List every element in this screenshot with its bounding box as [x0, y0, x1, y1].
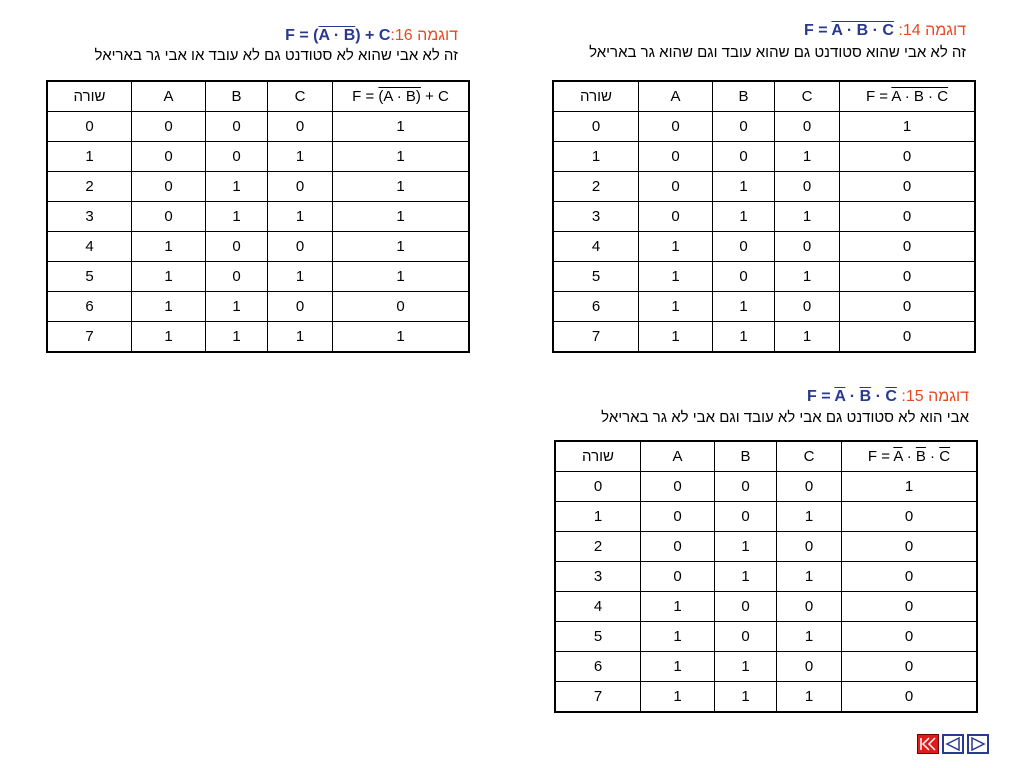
cell-row-index: 6: [555, 652, 641, 682]
col-header-a: A: [132, 81, 206, 112]
ex16-title: [285, 27, 458, 45]
cell-f: 0: [840, 232, 976, 262]
cell-b: 0: [713, 142, 775, 172]
cell-b: 1: [206, 292, 268, 322]
cell-f: 0: [842, 592, 978, 622]
col-header-f: F = (A · B) + C: [333, 81, 470, 112]
cell-row-index: 5: [553, 262, 639, 292]
cell-f: 0: [840, 142, 976, 172]
col-header-row: שורה: [47, 81, 132, 112]
next-slide-icon: [970, 737, 986, 751]
cell-b: 1: [715, 682, 777, 713]
cell-c: 1: [777, 502, 842, 532]
table-header-row: [555, 441, 977, 472]
cell-f: 0: [840, 292, 976, 322]
cell-f: 0: [840, 262, 976, 292]
table-row: [47, 232, 469, 262]
cell-b: 0: [715, 472, 777, 502]
col-header-c: C: [777, 441, 842, 472]
cell-c: 1: [775, 142, 840, 172]
cell-b: 0: [713, 232, 775, 262]
ex14-subtitle: זה לא אבי שהוא סטודנט גם שהוא עובד וגם שהוא גר באריאל: [589, 44, 966, 61]
cell-b: 1: [713, 292, 775, 322]
cell-a: 1: [639, 322, 713, 353]
cell-a: 0: [639, 142, 713, 172]
col-header-b: B: [713, 81, 775, 112]
cell-c: 1: [777, 682, 842, 713]
cell-c: 1: [268, 262, 333, 292]
next-slide-button[interactable]: [967, 734, 989, 754]
cell-a: 1: [641, 652, 715, 682]
cell-row-index: 0: [47, 112, 132, 142]
cell-c: 0: [775, 232, 840, 262]
table-row: [553, 322, 975, 353]
col-header-f: $F = \overline{A} \cdot \overline{B} \cdot \overline{C}$: [842, 441, 978, 472]
cell-b: 0: [206, 262, 268, 292]
cell-a: 1: [639, 262, 713, 292]
table-row: [553, 172, 975, 202]
cell-c: 1: [775, 322, 840, 353]
cell-row-index: 6: [553, 292, 639, 322]
first-slide-button[interactable]: [917, 734, 939, 754]
cell-row-index: 4: [47, 232, 132, 262]
ex16-truth-table: [46, 80, 470, 353]
table-row: [47, 262, 469, 292]
table-header-row: [553, 81, 975, 112]
col-header-row: שורה: [555, 441, 641, 472]
col-header-f: F = A · B · C: [840, 81, 976, 112]
table-row: [555, 592, 977, 622]
ex14-title: [804, 22, 966, 40]
previous-slide-icon: [945, 737, 961, 751]
ex15-label: דוגמה 15:: [901, 388, 969, 405]
table-row: [555, 652, 977, 682]
cell-f: 0: [840, 322, 976, 353]
cell-b: 0: [715, 502, 777, 532]
table-row: [47, 292, 469, 322]
cell-row-index: 1: [555, 502, 641, 532]
cell-c: 1: [777, 622, 842, 652]
ex16-subtitle: זה לא אבי שהוא לא סטודנט גם לא עובד או אבי גר באריאל: [94, 47, 458, 64]
ex16-label: דוגמה: [417, 27, 458, 44]
cell-c: 0: [775, 112, 840, 142]
table-row: [553, 292, 975, 322]
cell-a: 0: [132, 142, 206, 172]
cell-row-index: 2: [553, 172, 639, 202]
cell-f: 0: [842, 682, 978, 713]
table-row: [553, 202, 975, 232]
cell-c: 0: [775, 172, 840, 202]
col-header-row: שורה: [553, 81, 639, 112]
cell-f: 0: [842, 502, 978, 532]
cell-b: 1: [715, 562, 777, 592]
cell-c: 0: [777, 532, 842, 562]
cell-f: 1: [333, 202, 470, 232]
table-row: [47, 322, 469, 353]
cell-a: 1: [639, 232, 713, 262]
cell-a: 0: [641, 532, 715, 562]
cell-c: 0: [777, 472, 842, 502]
cell-row-index: 3: [47, 202, 132, 232]
cell-row-index: 6: [47, 292, 132, 322]
ex15-formula: $F = \overline{A} \cdot \overline{B} \cdot \overline{C}$: [806, 388, 897, 405]
cell-f: 0: [840, 172, 976, 202]
cell-c: 0: [268, 232, 333, 262]
ex15-truth-table: [554, 440, 978, 713]
table-row: [555, 502, 977, 532]
ex14-formula: F = A · B · C: [803, 22, 894, 39]
cell-b: 0: [713, 262, 775, 292]
cell-c: 0: [268, 112, 333, 142]
cell-f: 0: [842, 622, 978, 652]
cell-b: 1: [206, 322, 268, 353]
cell-a: 0: [641, 472, 715, 502]
table-row: [553, 112, 975, 142]
cell-row-index: 2: [555, 532, 641, 562]
cell-f: 1: [842, 472, 978, 502]
ex15-subtitle: אבי הוא לא סטודנט גם אבי לא עובד וגם אבי לא גר באריאל: [601, 409, 969, 426]
table-row: [47, 142, 469, 172]
cell-c: 0: [777, 592, 842, 622]
cell-b: 0: [206, 142, 268, 172]
cell-b: 1: [715, 652, 777, 682]
col-header-c: C: [775, 81, 840, 112]
cell-f: 0: [842, 562, 978, 592]
cell-a: 0: [132, 112, 206, 142]
cell-f: 1: [333, 142, 470, 172]
cell-c: 0: [775, 292, 840, 322]
cell-row-index: 2: [47, 172, 132, 202]
ex16-formula: F = (A · B) + C:16: [285, 27, 413, 44]
cell-a: 1: [641, 622, 715, 652]
cell-f: 1: [333, 322, 470, 353]
table-row: [47, 202, 469, 232]
cell-b: 0: [713, 112, 775, 142]
cell-b: 0: [715, 622, 777, 652]
cell-c: 1: [775, 202, 840, 232]
slide-navigation: [917, 734, 989, 754]
cell-f: 1: [333, 172, 470, 202]
cell-row-index: 7: [555, 682, 641, 713]
ex14-label: דוגמה 14:: [898, 22, 966, 39]
cell-b: 1: [206, 202, 268, 232]
cell-a: 0: [132, 172, 206, 202]
cell-row-index: 4: [555, 592, 641, 622]
cell-b: 0: [206, 232, 268, 262]
cell-row-index: 4: [553, 232, 639, 262]
cell-a: 1: [639, 292, 713, 322]
cell-a: 1: [132, 262, 206, 292]
cell-a: 0: [639, 202, 713, 232]
col-header-a: A: [641, 441, 715, 472]
cell-row-index: 3: [555, 562, 641, 592]
cell-row-index: 1: [47, 142, 132, 172]
cell-b: 1: [713, 172, 775, 202]
table-row: [47, 172, 469, 202]
table-row: [555, 532, 977, 562]
cell-c: 0: [268, 172, 333, 202]
cell-a: 0: [639, 172, 713, 202]
cell-c: 1: [777, 562, 842, 592]
cell-b: 1: [715, 532, 777, 562]
cell-b: 1: [713, 202, 775, 232]
table-row: [553, 262, 975, 292]
table-row: [553, 232, 975, 262]
cell-c: 1: [268, 322, 333, 353]
table-row: [553, 142, 975, 172]
cell-c: 0: [268, 292, 333, 322]
cell-f: 1: [333, 262, 470, 292]
cell-a: 1: [641, 592, 715, 622]
cell-b: 1: [206, 172, 268, 202]
cell-f: 0: [333, 292, 470, 322]
col-header-b: B: [715, 441, 777, 472]
cell-a: 1: [132, 232, 206, 262]
table-row: [555, 682, 977, 713]
cell-f: 0: [840, 202, 976, 232]
cell-a: 1: [641, 682, 715, 713]
cell-b: 0: [715, 592, 777, 622]
table-row: [555, 472, 977, 502]
cell-f: 1: [333, 232, 470, 262]
cell-f: 1: [840, 112, 976, 142]
table-row: [555, 622, 977, 652]
cell-f: 0: [842, 532, 978, 562]
cell-a: 0: [641, 502, 715, 532]
cell-row-index: 0: [555, 472, 641, 502]
cell-b: 1: [713, 322, 775, 353]
table-row: [47, 112, 469, 142]
cell-row-index: 5: [47, 262, 132, 292]
cell-row-index: 5: [555, 622, 641, 652]
cell-a: 0: [132, 202, 206, 232]
col-header-b: B: [206, 81, 268, 112]
cell-a: 1: [132, 322, 206, 353]
first-slide-icon: [919, 737, 937, 751]
cell-a: 1: [132, 292, 206, 322]
col-header-a: A: [639, 81, 713, 112]
cell-row-index: 7: [553, 322, 639, 353]
cell-f: 0: [842, 652, 978, 682]
previous-slide-button[interactable]: [942, 734, 964, 754]
table-header-row: [47, 81, 469, 112]
ex14-truth-table: [552, 80, 976, 353]
cell-row-index: 7: [47, 322, 132, 353]
cell-a: 0: [639, 112, 713, 142]
cell-c: 1: [268, 142, 333, 172]
cell-b: 0: [206, 112, 268, 142]
ex15-title: [807, 388, 969, 406]
cell-f: 1: [333, 112, 470, 142]
cell-row-index: 1: [553, 142, 639, 172]
cell-a: 0: [641, 562, 715, 592]
cell-c: 1: [775, 262, 840, 292]
cell-row-index: 0: [553, 112, 639, 142]
col-header-c: C: [268, 81, 333, 112]
cell-c: 0: [777, 652, 842, 682]
table-row: [555, 562, 977, 592]
cell-row-index: 3: [553, 202, 639, 232]
cell-c: 1: [268, 202, 333, 232]
